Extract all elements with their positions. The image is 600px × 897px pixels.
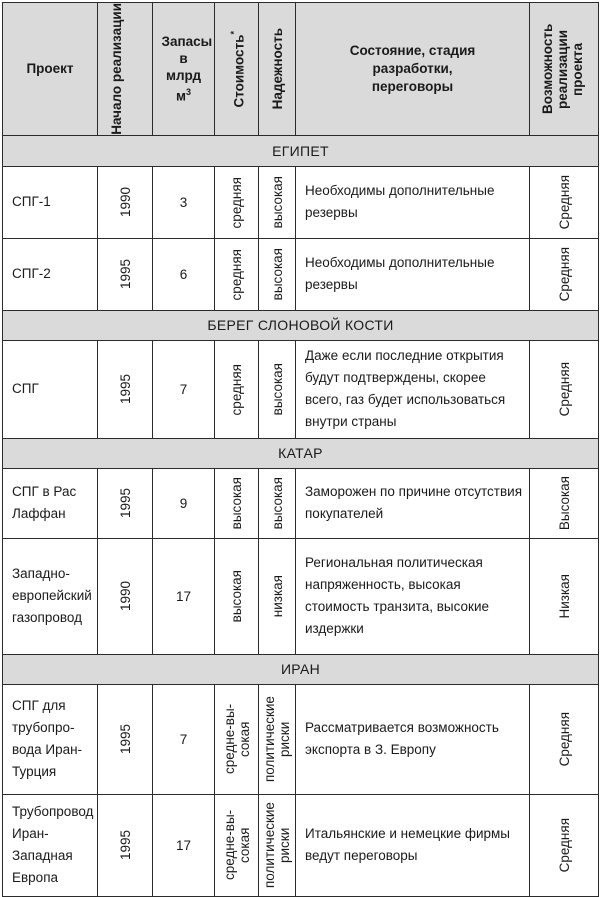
cell-reserves: 7 xyxy=(153,684,215,794)
cell-reliability: высокая xyxy=(269,248,285,301)
cell-reserves: 3 xyxy=(153,166,215,238)
cell-possibility: Низкая xyxy=(556,573,572,619)
cell-project: Трубопровод Иран-Западная Европа xyxy=(3,794,98,896)
section-row xyxy=(3,135,599,166)
table-row xyxy=(3,468,599,538)
cell-status: Итальянские и немецкие фирмы ведут переговоры xyxy=(296,794,530,896)
cell-reserves: 7 xyxy=(153,340,215,438)
cell-start: 1990 xyxy=(117,581,133,612)
cell-reserves: 9 xyxy=(153,468,215,538)
cell-project: СПГ-2 xyxy=(3,238,98,310)
cell-cost: высокая xyxy=(229,570,244,623)
cell-possibility: Высокая xyxy=(556,476,572,531)
cell-project: СПГ для трубопровода Иран-Турция xyxy=(3,684,98,794)
cell-status: Необходимы дополнительные резервы xyxy=(296,166,530,238)
cell-reliability: высокая xyxy=(269,477,285,530)
cell-reliability: политические риски xyxy=(262,696,292,783)
cell-start: 1990 xyxy=(117,187,133,218)
cell-project: СПГ xyxy=(3,340,98,438)
section-row xyxy=(3,438,599,468)
header-possibility xyxy=(530,3,599,136)
table-row xyxy=(3,166,599,238)
header-possibility-label: Возможность реализации проекта xyxy=(540,23,585,115)
header-row xyxy=(3,3,599,136)
section-row xyxy=(3,310,599,340)
cell-cost: средне-высокая xyxy=(221,810,252,881)
table-row xyxy=(3,340,599,438)
header-cost xyxy=(215,3,259,136)
header-reliability-label: Надежность xyxy=(269,28,285,110)
cell-start: 1995 xyxy=(117,259,133,290)
section-title: ИРАН xyxy=(3,654,599,684)
cell-status: Рассматривается возможность экспорта в З. Европу xyxy=(296,684,530,794)
header-cost-label: Стоимость xyxy=(231,34,247,108)
cell-reserves: 17 xyxy=(153,538,215,654)
header-reserves xyxy=(153,3,215,136)
cell-possibility: Средняя xyxy=(556,712,572,767)
cell-status: Заморожен по причине отсутствия покупателей xyxy=(296,468,530,538)
cell-cost: средне-высокая xyxy=(221,704,252,775)
header-status xyxy=(296,3,530,136)
cell-project: СПГ в Рас Лаффан xyxy=(3,468,98,538)
gas-projects-table xyxy=(2,2,599,897)
cell-status: Региональная политическая напряженность, высокая стоимость транзита, высокие издержки xyxy=(296,538,530,654)
cell-reliability: высокая xyxy=(269,176,285,229)
cell-reserves: 6 xyxy=(153,238,215,310)
header-reserves-label: Запасы в млрд м xyxy=(161,34,213,104)
table-row xyxy=(3,238,599,310)
table-row xyxy=(3,794,599,896)
cell-start: 1995 xyxy=(117,830,133,861)
cell-start: 1995 xyxy=(117,488,133,519)
cell-project: Западноевропейский газопровод xyxy=(3,538,98,654)
cell-start: 1995 xyxy=(117,374,133,405)
header-reserves-sup: 3 xyxy=(185,87,191,98)
table-row xyxy=(3,538,599,654)
cell-possibility: Средняя xyxy=(556,247,572,302)
cell-cost: высокая xyxy=(229,477,244,530)
header-status-label: Состояние, стадия разработки, переговоры xyxy=(349,42,476,94)
cell-possibility: Средняя xyxy=(556,362,572,417)
cell-reliability: низкая xyxy=(269,575,285,618)
section-title: БЕРЕГ СЛОНОВОЙ КОСТИ xyxy=(3,310,599,340)
cell-status: Даже если последние открытия будут подтверждены, скорее всего, газ будет использоваться внутри страны xyxy=(296,340,530,438)
cell-reserves: 17 xyxy=(153,794,215,896)
cell-status: Необходимы дополнительные резервы xyxy=(296,238,530,310)
header-reliability xyxy=(259,3,296,136)
header-start xyxy=(98,3,153,136)
cell-possibility: Средняя xyxy=(556,818,572,873)
cell-reliability: политические риски xyxy=(262,802,292,889)
cell-cost: средняя xyxy=(229,363,244,415)
table-row xyxy=(3,684,599,794)
cell-cost: средняя xyxy=(229,176,244,228)
cell-possibility: Средняя xyxy=(556,175,572,230)
section-title: КАТАР xyxy=(3,438,599,468)
header-start-label: Начало реализации xyxy=(109,3,124,135)
cell-start: 1995 xyxy=(117,724,133,755)
header-project: Проект xyxy=(3,3,98,136)
cell-project: СПГ-1 xyxy=(3,166,98,238)
section-title: ЕГИПЕТ xyxy=(3,135,599,166)
cell-reliability: высокая xyxy=(269,363,285,416)
header-cost-sup: * xyxy=(228,30,239,35)
section-row xyxy=(3,654,599,684)
cell-cost: средняя xyxy=(229,248,244,300)
